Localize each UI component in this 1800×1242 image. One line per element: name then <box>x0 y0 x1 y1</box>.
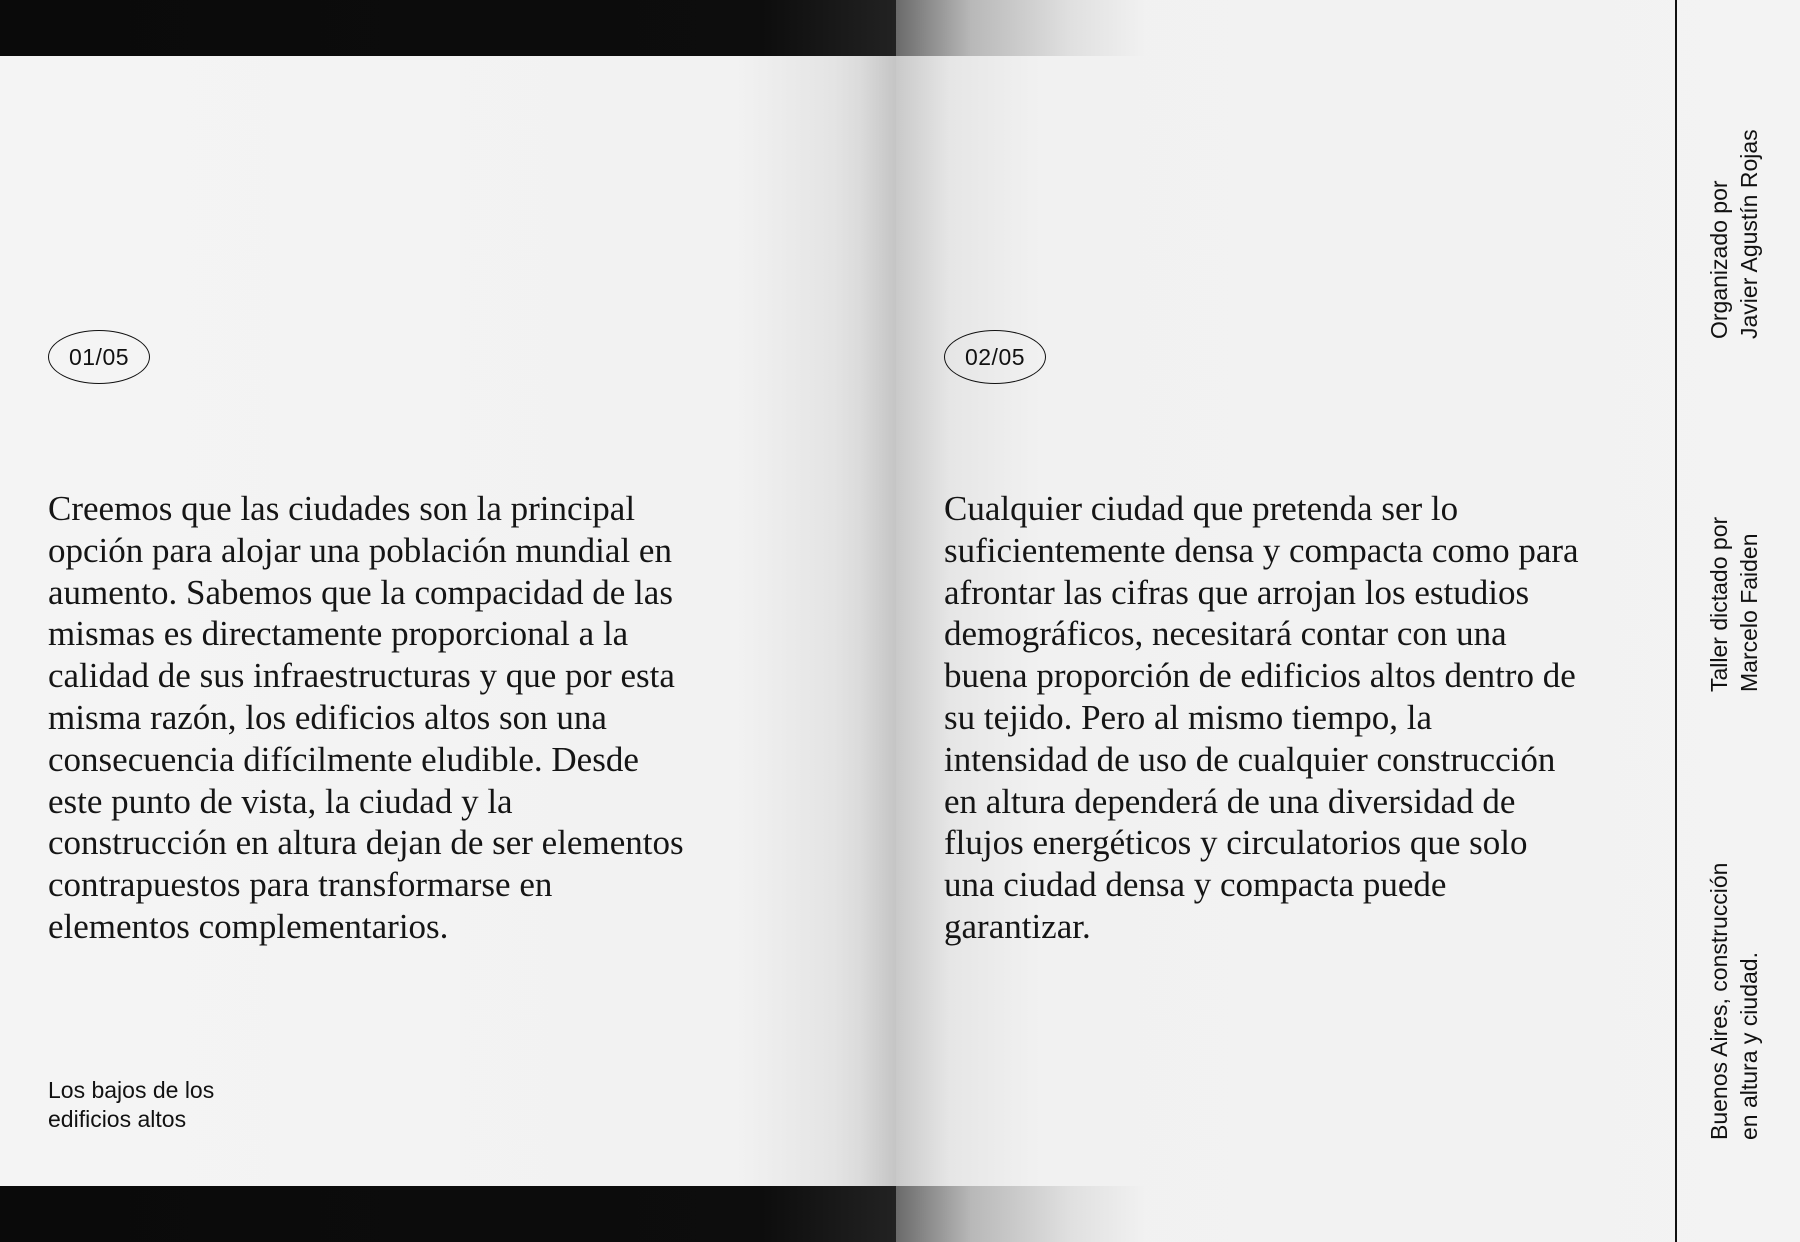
sidebar-rule <box>1675 0 1677 1242</box>
workshop-label <box>1704 332 1774 692</box>
location-line-1: Buenos Aires, construcción <box>1706 862 1732 1140</box>
organizer-line-1: Organizado por <box>1706 180 1732 339</box>
top-background-band <box>0 0 896 56</box>
left-page-number: 01/05 <box>48 330 150 384</box>
workshop-line-1: Taller dictado por <box>1706 516 1732 692</box>
bottom-background-band <box>0 1186 896 1242</box>
caption-line-2: edificios altos <box>48 1106 187 1132</box>
right-page-number: 02/05 <box>944 330 1046 384</box>
right-bottom-shadow <box>896 1186 1146 1242</box>
caption-line-1: Los bajos de los <box>48 1077 215 1103</box>
workshop-line-2: Marcelo Faiden <box>1736 533 1762 692</box>
right-body-text: Cualquier ciudad que pretenda ser lo suficientemente densa y compacta como para afrontar las cifras que arrojan los estudios demográficos, necesitará contar con una buena proporción de edificios altos dentro de su tejido. Pero al mismo tiempo, la intensidad de uso de cualquier construcción en altura dependerá de una diversidad de flujos energéticos y circulatorios que solo una ciudad densa y compacta puede garantizar. <box>944 489 1579 946</box>
gutter-shadow <box>860 56 896 1186</box>
left-body-text: Creemos que las ciudades son la principal opción para alojar una población mundial en aumento. Sabemos que la compacidad de las mismas es directamente proporcional a la calidad de sus infraestructuras y que por esta misma razón, los edificios altos son una consecuencia difícilmente eludible. Desde este punto de vista, la ciudad y la construcción en altura dejan de ser elementos contrapuestos para transformarse en elementos complementarios. <box>48 489 684 946</box>
organizer-line-2: Javier Agustín Rojas <box>1736 129 1762 339</box>
book-title-caption <box>48 1076 308 1134</box>
location-label <box>1704 780 1774 1140</box>
location-line-2: en altura y ciudad. <box>1736 952 1762 1140</box>
organizer-label <box>1704 0 1774 339</box>
right-top-shadow <box>896 0 1146 56</box>
